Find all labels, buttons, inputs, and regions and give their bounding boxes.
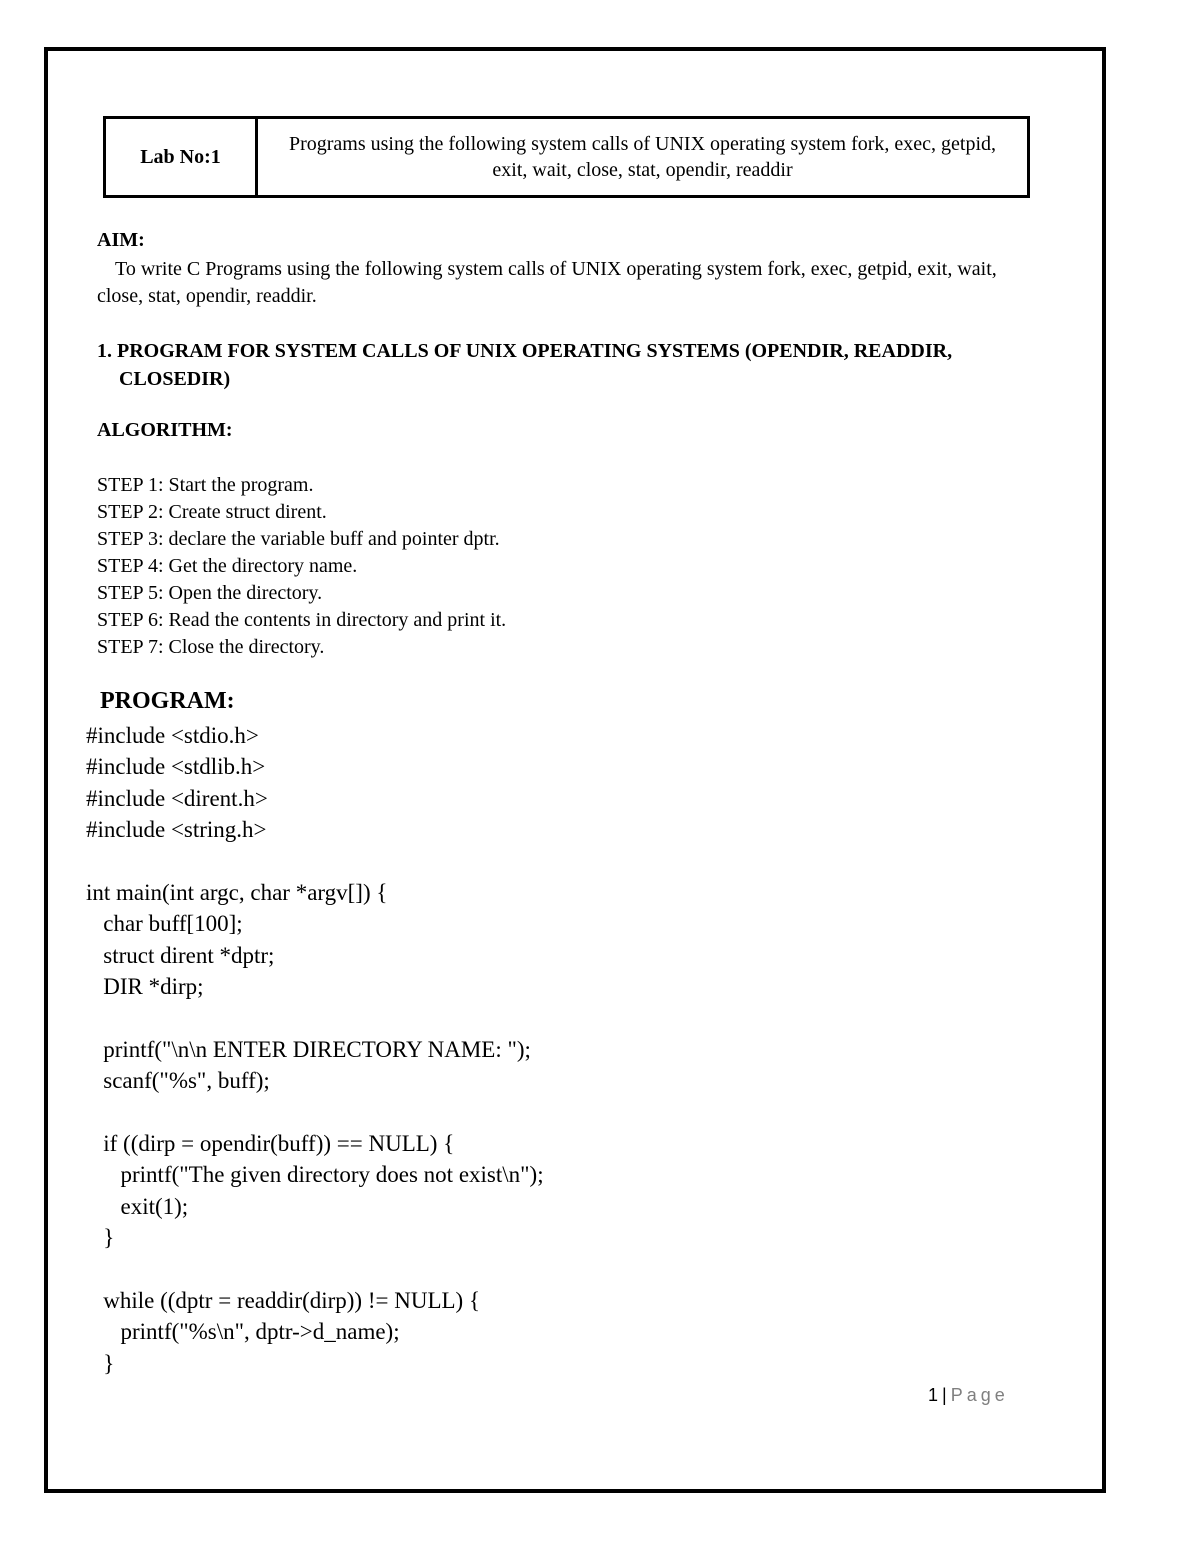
program-code [86,720,544,1379]
page-number: 1 [928,1385,939,1405]
code-line [86,1254,544,1285]
algorithm-step: STEP 3: declare the variable buff and pointer dptr. [97,528,500,550]
aim-heading: AIM: [97,229,145,251]
code-line [86,846,544,877]
code-line: exit(1); [86,1193,189,1219]
page-label: Page [950,1385,1009,1405]
code-line [86,1097,544,1128]
algorithm-step: STEP 1: Start the program. [97,474,314,496]
code-line: int main(int argc, char *argv[]) { [86,879,388,905]
algorithm-step: STEP 4: Get the directory name. [97,555,358,577]
code-line: printf("The given directory does not exist\n"); [86,1162,544,1188]
algorithm-step: STEP 7: Close the directory. [97,636,325,658]
code-line: #include <stdlib.h> [86,754,266,780]
code-line: printf("\n\n ENTER DIRECTORY NAME: "); [86,1036,531,1062]
code-line: struct dirent *dptr; [86,942,275,968]
code-line [86,1003,544,1034]
code-line: DIR *dirp; [86,974,204,1000]
code-line: char buff[100]; [86,911,243,937]
program-heading: PROGRAM: [100,688,235,714]
lab-number: Lab No:1 [106,119,258,195]
code-line: #include <stdio.h> [86,723,259,748]
code-line: while ((dptr = readdir(dirp)) != NULL) { [86,1288,480,1314]
lab-header-table [103,116,1030,198]
algorithm-heading: ALGORITHM: [97,419,233,441]
page-footer [928,1385,1009,1406]
algorithm-step: STEP 6: Read the contents in directory and print it. [97,609,507,631]
code-line: } [86,1350,115,1376]
aim-text: To write C Programs using the following system calls of UNIX operating system fork, exec, getpid, exit, wait, close, stat, opendir, readdir. [97,258,997,307]
algorithm-steps [97,472,506,661]
code-line: scanf("%s", buff); [86,1068,270,1094]
algorithm-step: STEP 5: Open the directory. [97,582,323,604]
code-line: #include <dirent.h> [86,785,268,811]
code-line: printf("%s\n", dptr->d_name); [86,1319,400,1345]
section-title: 1. PROGRAM FOR SYSTEM CALLS OF UNIX OPERATING SYSTEMS (OPENDIR, READDIR, CLOSEDIR) [97,340,953,390]
algorithm-step: STEP 2: Create struct dirent. [97,501,327,523]
code-line: if ((dirp = opendir(buff)) == NULL) { [86,1131,455,1157]
footer-separator: | [942,1385,947,1405]
code-line: } [86,1225,115,1251]
code-line: #include <string.h> [86,817,267,843]
lab-title: Programs using the following system calls of UNIX operating system fork, exec, getpid, exit, wait, close, stat, opendir, readdir [288,133,997,181]
